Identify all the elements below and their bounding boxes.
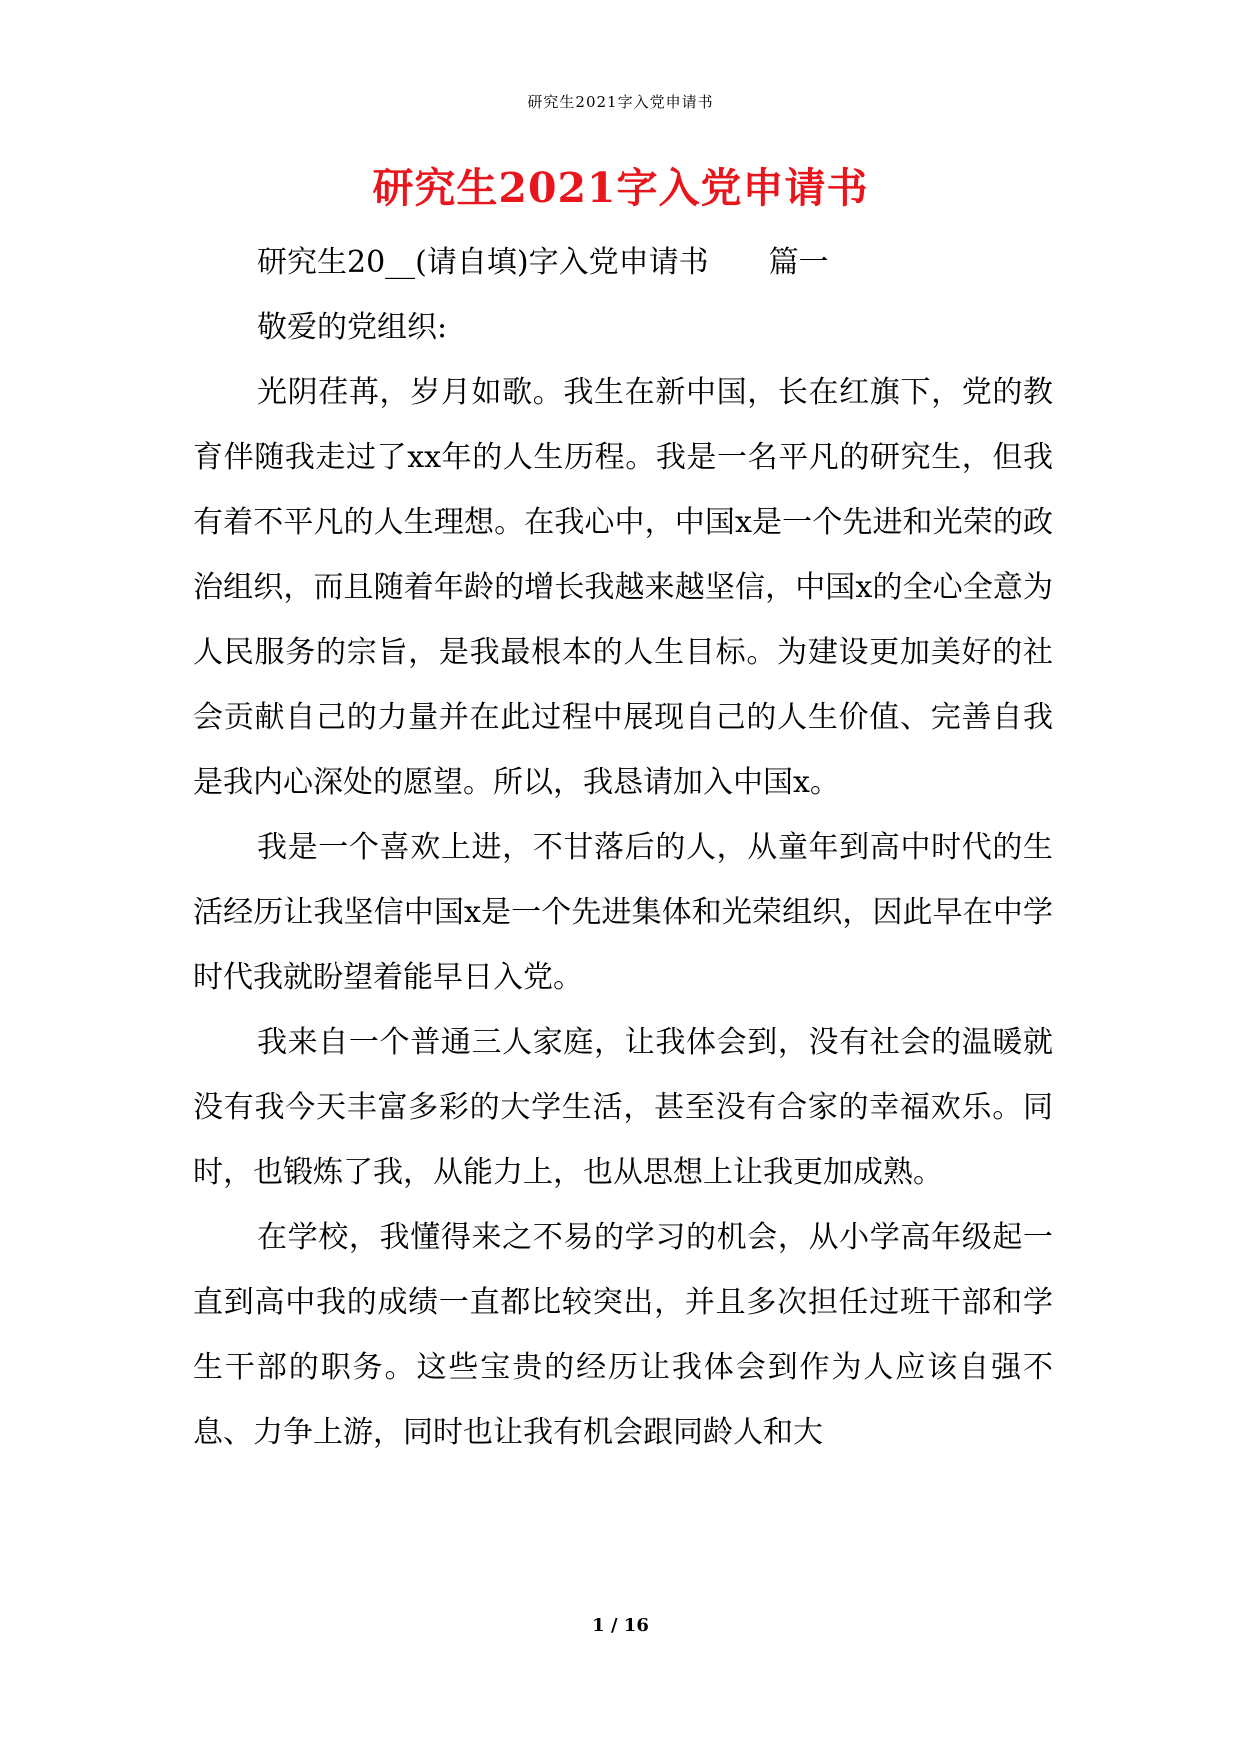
document-title: 研究生2021字入党申请书 [372,164,869,212]
running-header: 研究生2021字入党申请书 [527,93,714,111]
paragraph: 在学校，我懂得来之不易的学习的机会，从小学高年级起一直到高中我的成绩一直都比较突出，并且多次担任过班干部和学生干部的职务。这些宝贵的经历让我体会到作为人应该自强不息、力争上游，同时也让我有机会跟同龄人和大 [193,1220,1053,1450]
paragraph: 我是一个喜欢上进，不甘落后的人，从童年到高中时代的生活经历让我坚信中国x是一个先进集体和光荣组织，因此早在中学时代我就盼望着能早日入党。 [193,830,1053,995]
paragraph: 光阴荏苒，岁月如歌。我生在新中国，长在红旗下，党的教育伴随我走过了xx年的人生历程。我是一名平凡的研究生，但我有着不平凡的人生理想。在我心中，中国x是一个先进和光荣的政治组织，而且随着年龄的增长我越来越坚信，中国x的全心全意为人民服务的宗旨，是我最根本的人生目标。为建设更加美好的社会贡献自己的力量并在此过程中展现自己的人生价值、完善自我是我内心深处的愿望。所以，我恳请加入中国x。 [193,375,1053,800]
page-number: 1 / 16 [592,1615,649,1636]
salutation: 敬爱的党组织: [257,310,448,345]
paragraph: 我来自一个普通三人家庭，让我体会到，没有社会的温暖就没有我今天丰富多彩的大学生活，甚至没有合家的幸福欢乐。同时，也锻炼了我，从能力上，也从思想上让我更加成熟。 [193,1025,1053,1190]
document-subtitle: 研究生20__(请自填)字入党申请书 篇一 [257,245,829,280]
document-body [193,230,1053,1465]
